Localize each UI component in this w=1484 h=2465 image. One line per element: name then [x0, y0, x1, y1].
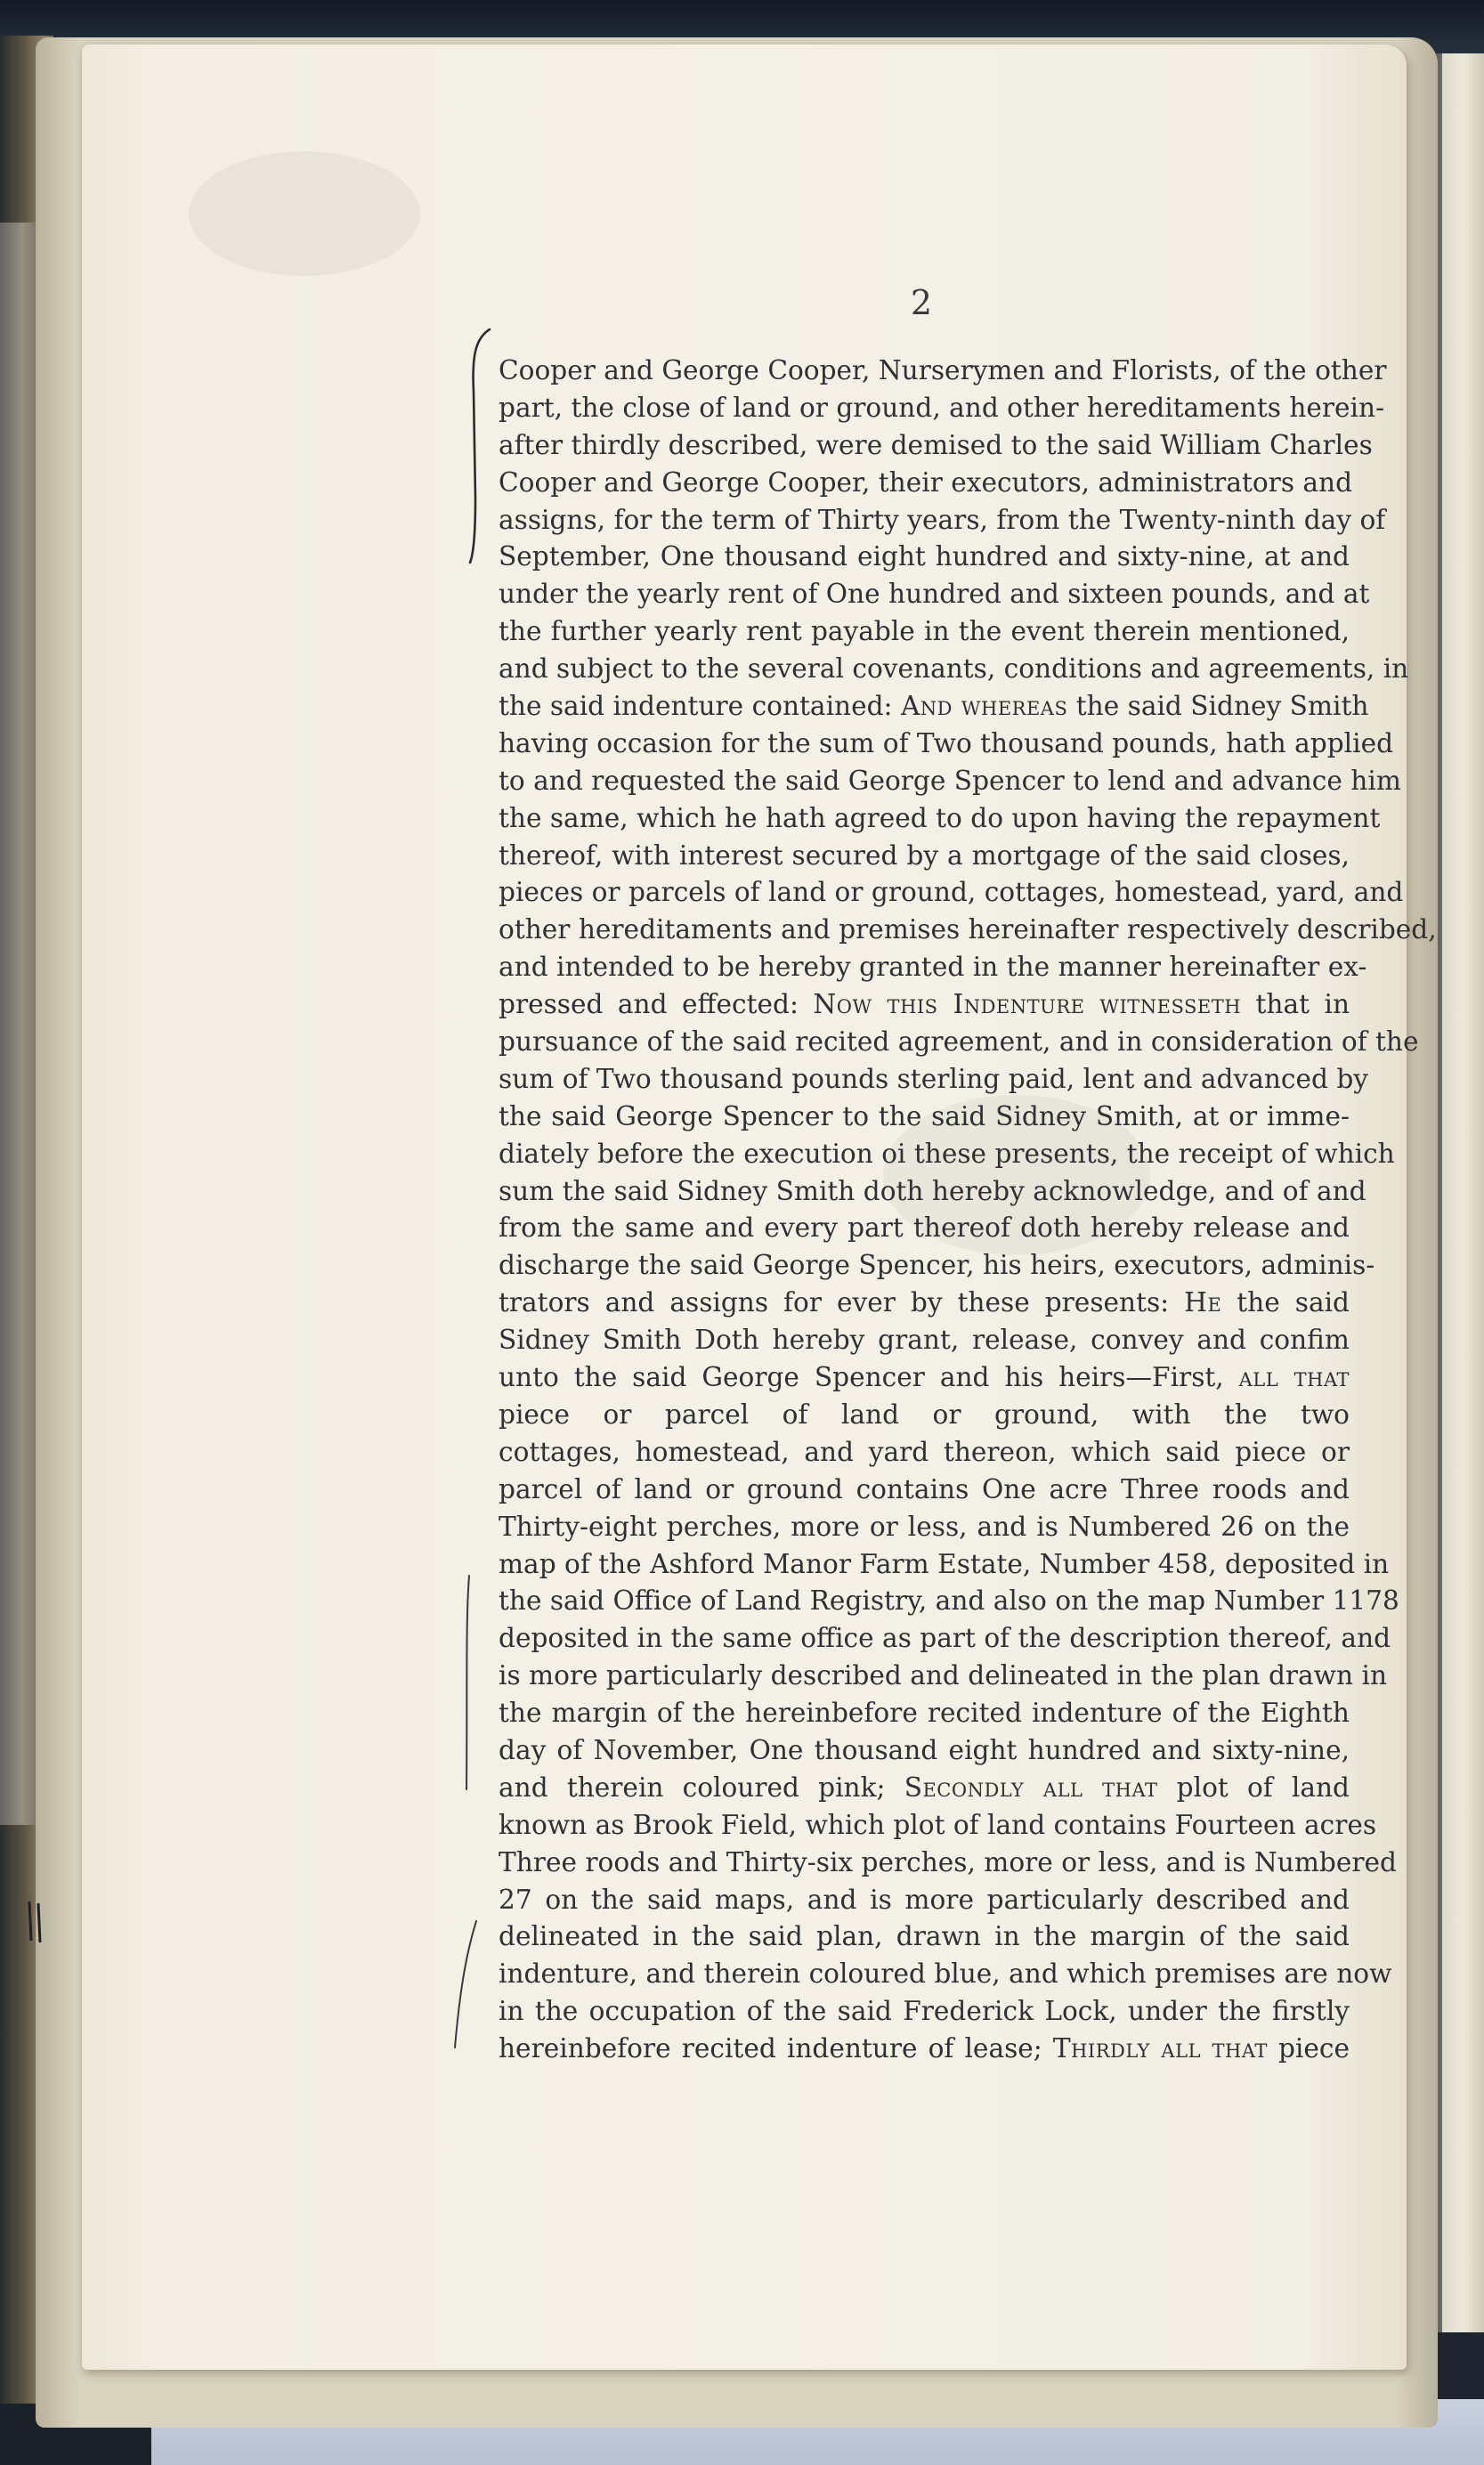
- text-segment: the said Sidney Smith: [1067, 691, 1369, 722]
- text-segment: sum the said Sidney Smith doth hereby acknowledge, and of and: [499, 1175, 1366, 1206]
- text-segment: after thirdly described, were demised to the said William Charles: [499, 429, 1373, 460]
- text-line: [499, 539, 1350, 576]
- small-caps-phrase: Thirdly all that: [1052, 2033, 1268, 2064]
- text-line: [499, 1732, 1350, 1770]
- text-segment: having occasion for the sum of Two thousand pounds, hath applied: [499, 727, 1394, 758]
- text-segment: under the yearly rent of One hundred and sixteen pounds, and at: [499, 579, 1370, 610]
- text-line: [499, 1472, 1350, 1509]
- text-line: [499, 688, 1369, 726]
- text-line: [499, 1993, 1350, 2031]
- text-line: [499, 1434, 1350, 1472]
- text-line: [499, 1099, 1350, 1136]
- text-line: [499, 800, 1381, 838]
- text-segment: day of November, One thousand eight hundred and sixty-nine,: [499, 1734, 1350, 1765]
- text-segment: discharge the said George Spencer, his heirs, executors, adminis-: [499, 1250, 1375, 1281]
- text-line: [499, 763, 1401, 800]
- text-segment: Cooper and George Cooper, their executors, administrators and: [499, 466, 1353, 498]
- text-line: [499, 838, 1350, 875]
- text-segment: diately before the execution oi these presents, the receipt of which: [499, 1138, 1395, 1169]
- text-segment: that in: [1241, 989, 1350, 1020]
- text-line: [499, 1620, 1391, 1658]
- text-segment: hereinbefore recited indenture of lease;: [499, 2033, 1053, 2064]
- text-segment: from the same and every part thereof doth hereby release and: [499, 1212, 1350, 1244]
- text-line: [499, 1024, 1419, 1061]
- text-line: [499, 1695, 1350, 1732]
- text-line: [499, 1210, 1350, 1247]
- text-line: [499, 1918, 1350, 1956]
- text-segment: pressed and effected:: [499, 989, 814, 1020]
- text-segment: indenture, and therein coloured blue, and which premises are now: [499, 1958, 1392, 1990]
- text-segment: Sidney Smith Doth hereby grant, release, convey and confim: [499, 1325, 1350, 1356]
- text-line: [499, 2031, 1350, 2068]
- text-line: [499, 1061, 1369, 1099]
- text-line: [499, 613, 1350, 651]
- text-segment: plot of land: [1157, 1772, 1350, 1803]
- small-caps-phrase: all that: [1238, 1362, 1350, 1393]
- text-segment: Cooper and George Cooper, Nurserymen and Florists, of the other: [499, 355, 1387, 385]
- text-segment: is more particularly described and delineated in the plan drawn in: [499, 1660, 1388, 1691]
- text-line: [499, 726, 1394, 763]
- text-segment: pieces or parcels of land or ground, cottages, homestead, yard, and: [499, 877, 1404, 908]
- text-line: [499, 1322, 1350, 1359]
- text-segment: the said Office of Land Registry, and also on the map Number 1178: [499, 1585, 1399, 1617]
- text-segment: deposited in the same office as part of the description thereof, and: [499, 1623, 1391, 1654]
- text-segment: the same, which he hath agreed to do upon having the repayment: [499, 802, 1381, 833]
- text-segment: piece: [1267, 2033, 1350, 2064]
- text-line: [499, 353, 1387, 390]
- text-line: [499, 949, 1367, 986]
- text-segment: sum of Two thousand pounds sterling paid, lent and advanced by: [499, 1063, 1369, 1094]
- text-line: [499, 912, 1437, 949]
- text-segment: Thirty-eight perches, more or less, and is Numbered 26 on the: [499, 1511, 1350, 1542]
- text-line: [499, 1770, 1350, 1807]
- text-line: [499, 1136, 1395, 1173]
- text-line: [499, 1956, 1392, 1993]
- small-caps-phrase: Now this Indenture witnesseth: [813, 989, 1242, 1020]
- text-segment: and intended to be hereby granted in the manner hereinafter ex-: [499, 952, 1367, 983]
- text-line: [499, 465, 1353, 502]
- text-line: [499, 390, 1385, 427]
- text-segment: the margin of the hereinbefore recited indenture of the Eighth: [499, 1698, 1350, 1729]
- text-line: [499, 1359, 1350, 1397]
- text-segment: Three roods and Thirty-six perches, more or less, and is Numbered: [499, 1846, 1397, 1877]
- text-line: [499, 1882, 1350, 1919]
- small-caps-phrase: And whereas: [900, 691, 1068, 722]
- margin-scratch-mark: [22, 1896, 49, 1950]
- text-segment: parcel of land or ground contains One acre Three roods and: [499, 1473, 1350, 1504]
- pencil-margin-line: [441, 1914, 485, 2056]
- text-segment: pursuance of the said recited agreement, and in consideration of the: [499, 1026, 1419, 1058]
- text-segment: thereof, with interest secured by a mortgage of the said closes,: [499, 839, 1350, 871]
- text-segment: delineated in the said plan, drawn in the margin of the said: [499, 1921, 1350, 1952]
- text-segment: known as Brook Field, which plot of land contains Fourteen acres: [499, 1809, 1377, 1840]
- binding-tape: [0, 223, 37, 1825]
- text-line: [499, 1583, 1399, 1620]
- pencil-margin-line: [458, 1567, 485, 1798]
- text-segment: September, One thousand eight hundred and sixty-nine, at and: [499, 541, 1350, 572]
- text-segment: to and requested the said George Spencer to lend and advance him: [499, 765, 1401, 796]
- text-line: [499, 651, 1409, 688]
- text-segment: other hereditaments and premises hereinafter respectively described,: [499, 914, 1437, 945]
- text-segment: the said: [1221, 1287, 1350, 1318]
- text-line: [499, 1285, 1350, 1322]
- text-segment: in the occupation of the said Frederick Lock, under the firstly: [499, 1996, 1350, 2027]
- text-segment: the said indenture contained:: [499, 691, 901, 722]
- text-line: [499, 1658, 1388, 1695]
- text-segment: and therein coloured pink;: [499, 1772, 904, 1803]
- small-caps-phrase: Secondly all that: [904, 1772, 1158, 1803]
- text-segment: part, the close of land or ground, and other hereditaments herein-: [499, 392, 1385, 423]
- text-segment: piece or parcel of land or ground, with the two: [499, 1399, 1350, 1430]
- pencil-bracket-mark: [463, 320, 499, 570]
- text-segment: the further yearly rent payable in the event therein mentioned,: [499, 616, 1350, 647]
- text-segment: cottages, homestead, and yard thereon, which said piece or: [499, 1436, 1350, 1467]
- text-line: [499, 1173, 1366, 1211]
- text-segment: trators and assigns for ever by these presents:: [499, 1287, 1185, 1318]
- text-segment: unto the said George Spencer and his heirs—First,: [499, 1362, 1239, 1393]
- text-line: [499, 576, 1370, 613]
- text-line: [499, 986, 1350, 1024]
- text-segment: the said George Spencer to the said Sidney Smith, at or imme-: [499, 1100, 1350, 1131]
- text-line: [499, 874, 1404, 912]
- text-line: [499, 427, 1373, 465]
- indenture-text-body: [499, 353, 1437, 2068]
- text-segment: map of the Ashford Manor Farm Estate, Number 458, deposited in: [499, 1548, 1390, 1579]
- text-line: [499, 1845, 1397, 1882]
- text-line: [499, 1247, 1375, 1285]
- text-line: [499, 1807, 1377, 1845]
- text-segment: 27 on the said maps, and is more particularly described and: [499, 1884, 1350, 1915]
- paper-stain: [189, 151, 420, 276]
- small-caps-phrase: He: [1184, 1287, 1222, 1318]
- text-segment: and subject to the several covenants, conditions and agreements, in: [499, 653, 1409, 685]
- text-line: [499, 502, 1386, 539]
- text-line: [499, 1546, 1390, 1584]
- page-number: 2: [910, 283, 933, 322]
- text-segment: assigns, for the term of Thirty years, from the Twenty-ninth day of: [499, 504, 1386, 535]
- text-line: [499, 1397, 1350, 1434]
- text-line: [499, 1509, 1350, 1546]
